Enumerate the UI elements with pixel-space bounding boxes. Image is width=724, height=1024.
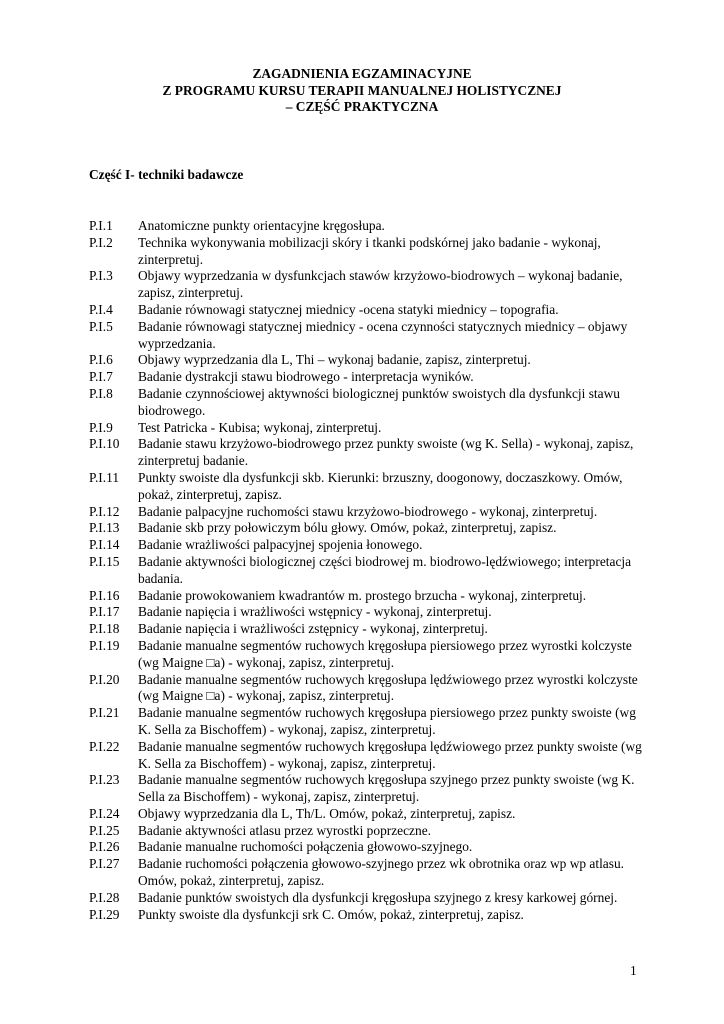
item-code: P.I.25 xyxy=(89,822,120,838)
item-text: Badanie manualne segmentów ruchowych kręgosłupa piersiowego przez wyrostki kolczyste (wg Maigne □a) - wykonaj, zapisz, zinterpretuj. xyxy=(138,637,632,670)
item-code: P.I.7 xyxy=(89,369,113,385)
exam-topic-list xyxy=(89,218,649,923)
list-item xyxy=(89,772,649,806)
item-code: P.I.21 xyxy=(89,705,120,721)
list-item xyxy=(89,436,649,470)
list-item xyxy=(89,302,649,319)
item-text: Punkty swoiste dla dysfunkcji skb. Kierunki: brzuszny, doogonowy, doczaszkowy. Omów, pokaż, zinterpretuj, zapisz. xyxy=(138,469,623,502)
item-text: Badanie manualne segmentów ruchowych kręgosłupa piersiowego przez punkty swoiste (wg K. Sella za Bischoffem) - wykonaj, zapisz, zinterpretuj. xyxy=(138,705,636,737)
item-text: Badanie punktów swoistych dla dysfunkcji kręgosłupa szyjnego z kresy karkowej górnej. xyxy=(138,889,618,905)
item-text: Badanie wrażliwości palpacyjnej spojenia łonowego. xyxy=(138,537,423,553)
item-code: P.I.20 xyxy=(89,671,120,687)
list-item xyxy=(89,638,649,672)
item-code: P.I.16 xyxy=(89,587,120,603)
list-item xyxy=(89,705,649,739)
item-code: P.I.26 xyxy=(89,839,120,855)
item-text: Test Patricka - Kubisa; wykonaj, zinterpretuj. xyxy=(138,419,382,435)
section-heading: Część I- techniki badawcze xyxy=(89,167,244,182)
item-code: P.I.12 xyxy=(89,503,120,519)
item-text: Badanie palpacyjne ruchomości stawu krzyżowo-biodrowego - wykonaj, zinterpretuj. xyxy=(138,503,598,519)
item-code: P.I.10 xyxy=(89,436,120,452)
list-item xyxy=(89,537,649,554)
item-text: Objawy wyprzedzania dla L, Th/L. Omów, pokaż, zinterpretuj, zapisz. xyxy=(138,805,516,821)
list-item xyxy=(89,369,649,386)
item-code: P.I.5 xyxy=(89,318,113,334)
item-text: Badanie aktywności atlasu przez wyrostki poprzeczne. xyxy=(138,822,431,838)
page-number: 1 xyxy=(630,963,637,978)
title-line-2: Z PROGRAMU KURSU TERAPII MANUALNEJ HOLISTYCZNEJ xyxy=(162,82,562,98)
list-item xyxy=(89,520,649,537)
list-item xyxy=(89,890,649,907)
item-text: Badanie równowagi statycznej miednicy - ocena czynności statycznych miednicy – objawy wyprzedzania. xyxy=(138,318,628,351)
item-code: P.I.9 xyxy=(89,419,113,435)
item-text: Badanie stawu krzyżowo-biodrowego przez punkty swoiste (wg K. Sella) - wykonaj, zapisz, zinterpretuj badanie. xyxy=(138,436,634,469)
list-item xyxy=(89,856,649,890)
list-item xyxy=(89,739,649,773)
item-text: Badanie manualne segmentów ruchowych kręgosłupa lędźwiowego przez punkty swoiste (wg K. Sella za Bischoffem) - wykonaj, zapisz, zinterpretuj. xyxy=(138,738,642,771)
item-text: Badanie czynnościowej aktywności biologicznej punktów swoistych dla dysfunkcji stawu biodrowego. xyxy=(138,385,620,418)
item-text: Objawy wyprzedzania dla L, Thi – wykonaj badanie, zapisz, zinterpretuj. xyxy=(138,352,531,368)
item-text: Badanie manualne segmentów ruchowych kręgosłupa lędźwiowego przez wyrostki kolczyste (wg Maigne □a) - wykonaj, zapisz, zinterpretuj. xyxy=(138,671,638,704)
item-code: P.I.19 xyxy=(89,637,120,653)
title-line-1: ZAGADNIENIA EGZAMINACYJNE xyxy=(252,66,472,81)
list-item xyxy=(89,420,649,437)
list-item xyxy=(89,504,649,521)
item-text: Badanie skb przy połowiczym bólu głowy. Omów, pokaż, zinterpretuj, zapisz. xyxy=(138,520,557,536)
item-text: Badanie napięcia i wrażliwości zstępnicy - wykonaj, zinterpretuj. xyxy=(138,621,488,637)
item-code: P.I.11 xyxy=(89,469,120,485)
item-text: Badanie równowagi statycznej miednicy -ocena statyki miednicy – topografia. xyxy=(138,301,559,317)
item-code: P.I.28 xyxy=(89,889,120,905)
item-code: P.I.1 xyxy=(89,218,113,233)
item-code: P.I.17 xyxy=(89,604,120,620)
item-code: P.I.15 xyxy=(89,553,120,569)
item-code: P.I.18 xyxy=(89,621,120,637)
item-text: Badanie ruchomości połączenia głowowo-szyjnego przez wk obrotnika oraz wp wp atlasu. Omów, pokaż, zinterpretuj, zapisz. xyxy=(138,856,624,889)
item-text: Technika wykonywania mobilizacji skóry i tkanki podskórnej jako badanie - wykonaj, zinterpretuj. xyxy=(138,234,601,267)
list-item xyxy=(89,235,649,269)
item-text: Badanie manualne segmentów ruchowych kręgosłupa szyjnego przez punkty swoiste (wg K. Sella za Bischoffem) - wykonaj, zapisz, zinterpretuj. xyxy=(138,772,635,805)
list-item xyxy=(89,907,649,924)
list-item xyxy=(89,823,649,840)
item-code: P.I.27 xyxy=(89,856,120,872)
item-text: Anatomiczne punkty orientacyjne kręgosłupa. xyxy=(138,218,385,233)
item-code: P.I.22 xyxy=(89,738,120,754)
item-text: Punkty swoiste dla dysfunkcji srk C. Omów, pokaż, zinterpretuj, zapisz. xyxy=(138,906,524,922)
list-item xyxy=(89,268,649,302)
list-item xyxy=(89,839,649,856)
list-item xyxy=(89,604,649,621)
item-code: P.I.13 xyxy=(89,520,120,536)
list-item xyxy=(89,319,649,353)
item-text: Badanie prowokowaniem kwadrantów m. prostego brzucha - wykonaj, zinterpretuj. xyxy=(138,587,587,603)
item-code: P.I.6 xyxy=(89,352,113,368)
item-text: Badanie manualne ruchomości połączenia głowowo-szyjnego. xyxy=(138,839,473,855)
item-code: P.I.4 xyxy=(89,301,113,317)
item-code: P.I.24 xyxy=(89,805,120,821)
item-text: Badanie dystrakcji stawu biodrowego - interpretacja wyników. xyxy=(138,369,474,385)
item-text: Objawy wyprzedzania w dysfunkcjach stawów krzyżowo-biodrowych – wykonaj badanie, zapisz, zinterpretuj. xyxy=(138,268,623,301)
item-text: Badanie napięcia i wrażliwości wstępnicy - wykonaj, zinterpretuj. xyxy=(138,604,492,620)
list-item xyxy=(89,554,649,588)
list-item xyxy=(89,352,649,369)
item-code: P.I.2 xyxy=(89,234,113,250)
item-code: P.I.14 xyxy=(89,537,120,553)
list-item xyxy=(89,672,649,706)
list-item xyxy=(89,218,649,235)
item-text: Badanie aktywności biologicznej części biodrowej m. biodrowo-lędźwiowego; interpretacja badania. xyxy=(138,553,632,586)
item-code: P.I.8 xyxy=(89,385,113,401)
document-title xyxy=(0,66,724,116)
list-item xyxy=(89,621,649,638)
list-item xyxy=(89,588,649,605)
title-line-3: – CZĘŚĆ PRAKTYCZNA xyxy=(285,99,439,114)
list-item xyxy=(89,386,649,420)
item-code: P.I.3 xyxy=(89,268,113,284)
list-item xyxy=(89,806,649,823)
list-item xyxy=(89,470,649,504)
item-code: P.I.23 xyxy=(89,772,120,788)
item-code: P.I.29 xyxy=(89,906,120,922)
